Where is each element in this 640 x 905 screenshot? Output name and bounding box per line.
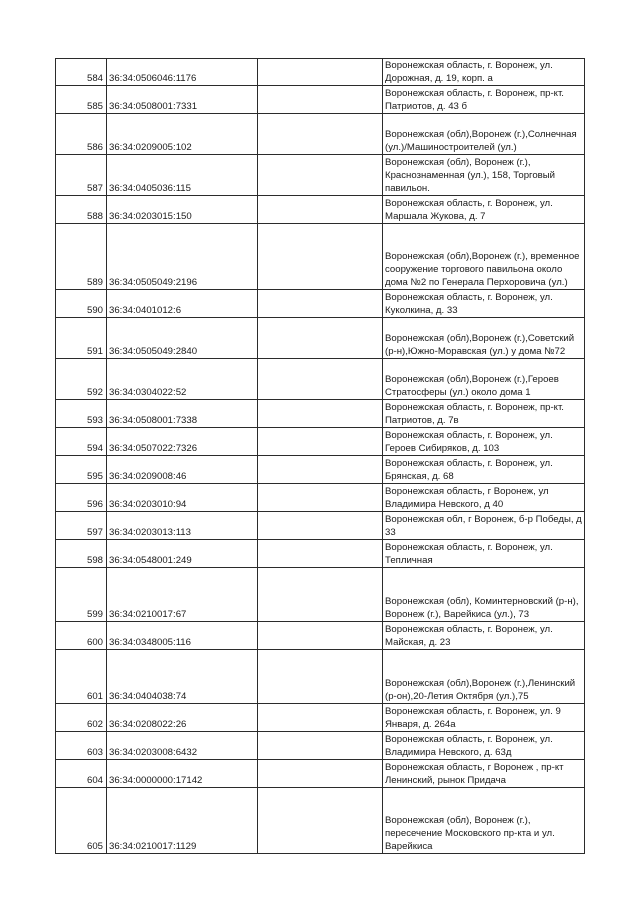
row-number: 584 (56, 59, 107, 86)
registry-table (55, 58, 585, 854)
address: Воронежская область, г. Воронеж, ул. Героев Сибиряков, д. 103 (383, 428, 585, 456)
cadastral-number: 36:34:0506046:1176 (107, 59, 258, 86)
empty-cell (258, 318, 383, 359)
address: Воронежская (обл),Воронеж (г.),Солнечная (ул.)/Машиностроителей (ул.) (383, 114, 585, 155)
empty-cell (258, 788, 383, 854)
address: Воронежская область, г. Воронеж, ул. Брянская, д. 68 (383, 456, 585, 484)
empty-cell (258, 428, 383, 456)
address: Воронежская область, г Воронеж, ул Владимира Невского, д 40 (383, 484, 585, 512)
empty-cell (258, 59, 383, 86)
row-number: 601 (56, 650, 107, 704)
table-row (56, 359, 585, 400)
empty-cell (258, 732, 383, 760)
cadastral-number: 36:34:0209008:46 (107, 456, 258, 484)
table-row (56, 484, 585, 512)
cadastral-number: 36:34:0304022:52 (107, 359, 258, 400)
cadastral-number: 36:34:0203010:94 (107, 484, 258, 512)
row-number: 603 (56, 732, 107, 760)
empty-cell (258, 400, 383, 428)
row-number: 597 (56, 512, 107, 540)
cadastral-number: 36:34:0505049:2196 (107, 224, 258, 290)
row-number: 585 (56, 86, 107, 114)
empty-cell (258, 650, 383, 704)
address: Воронежская область, г. Воронеж, ул. Майская, д. 23 (383, 622, 585, 650)
row-number: 587 (56, 155, 107, 196)
table-row (56, 568, 585, 622)
address: Воронежская область, г Воронеж , пр-кт Ленинский, рынок Придача (383, 760, 585, 788)
address: Воронежская (обл), Воронеж (г.), Краснознаменная (ул.), 158, Торговый павильон. (383, 155, 585, 196)
row-number: 596 (56, 484, 107, 512)
address: Воронежская (обл),Воронеж (г.),Героев Стратосферы (ул.) около дома 1 (383, 359, 585, 400)
table-row (56, 114, 585, 155)
table-row (56, 196, 585, 224)
cadastral-number: 36:34:0203008:6432 (107, 732, 258, 760)
table-row (56, 704, 585, 732)
row-number: 594 (56, 428, 107, 456)
cadastral-number: 36:34:0405036:115 (107, 155, 258, 196)
empty-cell (258, 224, 383, 290)
address: Воронежская (обл), Воронеж (г.), пересечение Московского пр-кта и ул. Варейкиса (383, 788, 585, 854)
empty-cell (258, 568, 383, 622)
table-row (56, 86, 585, 114)
empty-cell (258, 622, 383, 650)
table-row (56, 732, 585, 760)
table-row (56, 622, 585, 650)
empty-cell (258, 704, 383, 732)
table-row (56, 456, 585, 484)
empty-cell (258, 512, 383, 540)
row-number: 599 (56, 568, 107, 622)
address: Воронежская (обл),Воронеж (г.), временное сооружение торгового павильона около дома №2 по Генерала Перхоровича (ул.) (383, 224, 585, 290)
cadastral-number: 36:34:0404038:74 (107, 650, 258, 704)
row-number: 591 (56, 318, 107, 359)
empty-cell (258, 155, 383, 196)
row-number: 589 (56, 224, 107, 290)
row-number: 604 (56, 760, 107, 788)
row-number: 593 (56, 400, 107, 428)
empty-cell (258, 484, 383, 512)
cadastral-number: 36:34:0401012:6 (107, 290, 258, 318)
cadastral-number: 36:34:0203015:150 (107, 196, 258, 224)
empty-cell (258, 540, 383, 568)
cadastral-number: 36:34:0507022:7326 (107, 428, 258, 456)
cadastral-number: 36:34:0210017:1129 (107, 788, 258, 854)
table-row (56, 290, 585, 318)
address: Воронежская область, г. Воронеж, ул. Куколкина, д. 33 (383, 290, 585, 318)
row-number: 598 (56, 540, 107, 568)
table-row (56, 155, 585, 196)
empty-cell (258, 114, 383, 155)
table-row (56, 760, 585, 788)
row-number: 592 (56, 359, 107, 400)
cadastral-number: 36:34:0210017:67 (107, 568, 258, 622)
empty-cell (258, 359, 383, 400)
address: Воронежская (обл), Коминтерновский (р-н), Воронеж (г.), Варейкиса (ул.), 73 (383, 568, 585, 622)
cadastral-number: 36:34:0208022:26 (107, 704, 258, 732)
cadastral-number: 36:34:0508001:7331 (107, 86, 258, 114)
table-row (56, 650, 585, 704)
cadastral-number: 36:34:0548001:249 (107, 540, 258, 568)
row-number: 586 (56, 114, 107, 155)
address: Воронежская область, г. Воронеж, пр-кт. Патриотов, д. 43 б (383, 86, 585, 114)
cadastral-number: 36:34:0000000:17142 (107, 760, 258, 788)
row-number: 595 (56, 456, 107, 484)
empty-cell (258, 196, 383, 224)
table-row (56, 428, 585, 456)
address: Воронежская область, г. Воронеж, ул. Тепличная (383, 540, 585, 568)
table-row (56, 540, 585, 568)
row-number: 605 (56, 788, 107, 854)
empty-cell (258, 760, 383, 788)
address: Воронежская область, г. Воронеж, пр-кт. Патриотов, д. 7в (383, 400, 585, 428)
row-number: 600 (56, 622, 107, 650)
address: Воронежская область, г. Воронеж, ул. 9 Января, д. 264а (383, 704, 585, 732)
cadastral-number: 36:34:0508001:7338 (107, 400, 258, 428)
address: Воронежская обл, г Воронеж, б-р Победы, д 33 (383, 512, 585, 540)
row-number: 602 (56, 704, 107, 732)
empty-cell (258, 290, 383, 318)
cadastral-number: 36:34:0203013:113 (107, 512, 258, 540)
table-row (56, 59, 585, 86)
address: Воронежская (обл),Воронеж (г.),Советский (р-н),Южно-Моравская (ул.) у дома №72 (383, 318, 585, 359)
cadastral-number: 36:34:0505049:2840 (107, 318, 258, 359)
address: Воронежская область, г. Воронеж, ул. Владимира Невского, д. 63д (383, 732, 585, 760)
table-row (56, 512, 585, 540)
address: Воронежская область, г. Воронеж, ул. Дорожная, д. 19, корп. а (383, 59, 585, 86)
table-row (56, 318, 585, 359)
address: Воронежская (обл),Воронеж (г.),Ленинский (р-он),20-Летия Октября (ул.),75 (383, 650, 585, 704)
table-row (56, 224, 585, 290)
table-row (56, 788, 585, 854)
table-row (56, 400, 585, 428)
row-number: 590 (56, 290, 107, 318)
empty-cell (258, 456, 383, 484)
empty-cell (258, 86, 383, 114)
cadastral-number: 36:34:0209005:102 (107, 114, 258, 155)
address: Воронежская область, г. Воронеж, ул. Маршала Жукова, д. 7 (383, 196, 585, 224)
cadastral-number: 36:34:0348005:116 (107, 622, 258, 650)
row-number: 588 (56, 196, 107, 224)
